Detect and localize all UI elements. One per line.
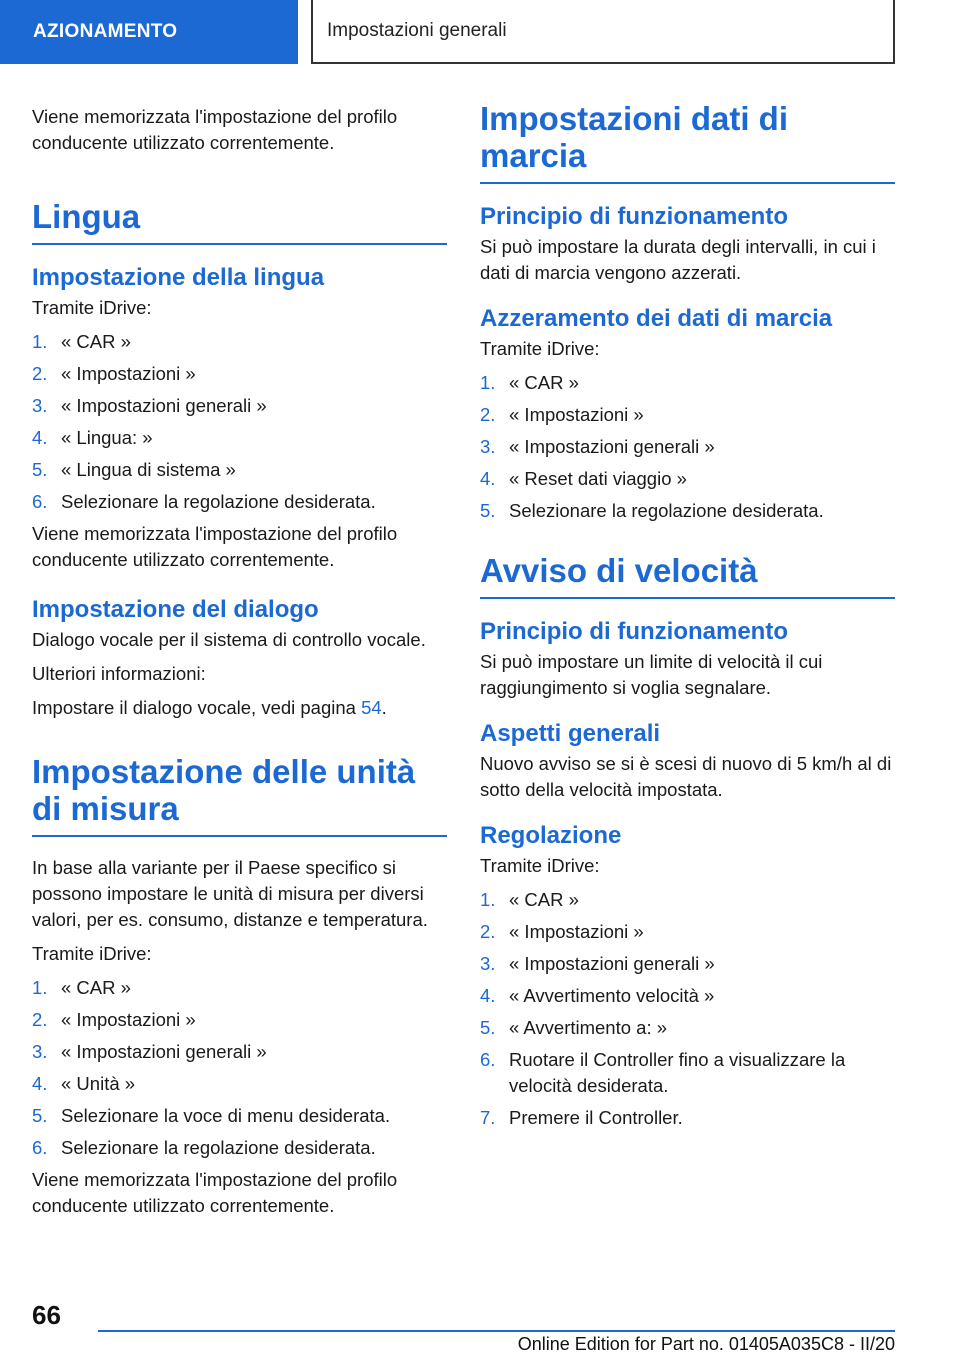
units-after: Viene memorizzata l'impostazione del profilo conducente utilizzato correntemente. — [32, 1169, 398, 1216]
left-column — [32, 104, 447, 1227]
step-text: « Lingua: » — [61, 427, 153, 448]
step-text: « Impostazioni » — [509, 404, 644, 425]
page-link-54[interactable]: 54 — [361, 697, 382, 718]
step-number: 2. — [32, 1009, 48, 1030]
step-number: 4. — [32, 427, 48, 448]
step-number: 5. — [480, 1017, 496, 1038]
step-text: « CAR » — [509, 889, 579, 910]
step-number: 4. — [480, 985, 496, 1006]
speed-steps — [480, 887, 895, 1131]
step-text: Selezionare la regolazione desiderata. — [61, 491, 376, 512]
heading-lingua: Lingua — [32, 198, 447, 245]
step-text: Selezionare la regolazione desiderata. — [61, 1137, 376, 1158]
list-item — [32, 1071, 447, 1097]
step-text: « Impostazioni » — [61, 363, 196, 384]
step-number: 1. — [32, 977, 48, 998]
footer-divider — [98, 1330, 895, 1332]
intro-paragraph: Viene memorizzata l'impostazione del profilo conducente utilizzato correntemente. — [32, 106, 398, 153]
list-item — [32, 489, 447, 515]
heading-trip-principle: Principio di funzionamento — [480, 203, 788, 230]
heading-speed-warning: Avviso di velocità — [480, 552, 895, 599]
list-item — [32, 975, 447, 1001]
list-item — [480, 919, 895, 945]
step-number: 5. — [32, 1105, 48, 1126]
list-item — [480, 402, 895, 428]
step-number: 5. — [32, 459, 48, 480]
units-steps — [32, 975, 447, 1161]
step-text: « Impostazioni generali » — [61, 1041, 267, 1062]
header-section-tab — [0, 0, 298, 64]
list-item — [32, 457, 447, 483]
step-number: 2. — [32, 363, 48, 384]
step-text: Premere il Controller. — [509, 1107, 683, 1128]
dialog-paragraph-2: Ulteriori informazioni: — [32, 663, 206, 684]
step-number: 6. — [32, 491, 48, 512]
list-item — [480, 887, 895, 913]
step-number: 1. — [32, 331, 48, 352]
step-number: 2. — [480, 921, 496, 942]
footer-edition: Online Edition for Part no. 01405A035C8 - II/20 — [517, 1334, 895, 1354]
step-text: Ruotare il Controller fino a visualizzare la velocità desiderata. — [509, 1049, 846, 1096]
step-number: 1. — [480, 889, 496, 910]
step-number: 6. — [32, 1137, 48, 1158]
step-text: « Avvertimento a: » — [509, 1017, 668, 1038]
language-intro: Tramite iDrive: — [32, 297, 152, 318]
speed-intro: Tramite iDrive: — [480, 855, 600, 876]
step-number: 1. — [480, 372, 496, 393]
step-text: Selezionare la voce di menu desiderata. — [61, 1105, 391, 1126]
step-text: « Impostazioni generali » — [509, 436, 715, 457]
step-text: « Avvertimento velocità » — [509, 985, 715, 1006]
list-item — [32, 361, 447, 387]
list-item — [480, 983, 895, 1009]
step-text: « Unità » — [61, 1073, 136, 1094]
step-number: 4. — [32, 1073, 48, 1094]
step-number: 7. — [480, 1107, 496, 1128]
list-item — [32, 393, 447, 419]
right-column — [480, 100, 895, 1137]
list-item — [32, 1135, 447, 1161]
heading-language-setting: Impostazione della lingua — [32, 264, 325, 291]
list-item — [32, 425, 447, 451]
speed-general-paragraph: Nuovo avviso se si è scesi di nuovo di 5 km/h al di sotto della velocità impostata. — [480, 753, 892, 800]
list-item — [32, 329, 447, 355]
heading-trip-reset: Azzeramento dei dati di marcia — [480, 305, 833, 332]
heading-dialog-setting: Impostazione del dialogo — [32, 596, 319, 623]
list-item — [480, 434, 895, 460]
step-number: 6. — [480, 1049, 496, 1070]
heading-speed-general: Aspetti generali — [480, 720, 661, 747]
list-item — [32, 1039, 447, 1065]
list-item — [480, 466, 895, 492]
step-text: « Impostazioni » — [509, 921, 644, 942]
header-chapter-title — [311, 0, 895, 64]
list-item — [480, 370, 895, 396]
list-item — [480, 951, 895, 977]
step-text: « Impostazioni generali » — [61, 395, 267, 416]
heading-speed-principle: Principio di funzionamento — [480, 618, 788, 645]
units-paragraph: In base alla variante per il Paese specifico si possono impostare le unità di misura per diversi valori, per es. consumo, distanze e temperatura. — [32, 857, 428, 930]
dialog-ref-period: . — [381, 697, 387, 718]
page-number: 66 — [32, 1300, 61, 1330]
step-number: 3. — [480, 953, 496, 974]
list-item — [480, 1047, 895, 1099]
speed-principle-paragraph: Si può impostare un limite di velocità il cui raggiungimento si voglia segnalare. — [480, 651, 823, 698]
header-section-label: AZIONAMENTO — [33, 21, 178, 42]
dialog-ref-text: Impostare il dialogo vocale, vedi pagina — [32, 697, 362, 718]
dialog-paragraph-1: Dialogo vocale per il sistema di controllo vocale. — [32, 629, 426, 650]
trip-intro: Tramite iDrive: — [480, 338, 600, 359]
step-text: Selezionare la regolazione desiderata. — [509, 500, 824, 521]
list-item — [32, 1103, 447, 1129]
step-number: 3. — [480, 436, 496, 457]
step-text: « CAR » — [61, 331, 131, 352]
step-text: « Lingua di sistema » — [61, 459, 236, 480]
step-text: « Reset dati viaggio » — [509, 468, 687, 489]
step-text: « CAR » — [509, 372, 579, 393]
heading-trip-data: Impostazioni dati di marcia — [480, 100, 895, 184]
dialog-paragraph-3 — [32, 695, 447, 721]
list-item — [480, 1105, 895, 1131]
heading-speed-adjust: Regolazione — [480, 822, 622, 849]
step-text: « CAR » — [61, 977, 131, 998]
step-number: 2. — [480, 404, 496, 425]
units-intro: Tramite iDrive: — [32, 943, 152, 964]
trip-steps — [480, 370, 895, 524]
step-number: 4. — [480, 468, 496, 489]
list-item — [480, 1015, 895, 1041]
list-item — [480, 498, 895, 524]
step-text: « Impostazioni » — [61, 1009, 196, 1030]
language-after: Viene memorizzata l'impostazione del profilo conducente utilizzato correntemente. — [32, 523, 398, 570]
step-number: 3. — [32, 1041, 48, 1062]
step-number: 5. — [480, 500, 496, 521]
trip-principle-paragraph: Si può impostare la durata degli intervalli, in cui i dati di marcia vengono azzerati. — [480, 236, 876, 283]
step-number: 3. — [32, 395, 48, 416]
step-text: « Impostazioni generali » — [509, 953, 715, 974]
heading-units: Impostazione delle unità di misura — [32, 753, 447, 837]
list-item — [32, 1007, 447, 1033]
header-title-label: Impostazioni generali — [327, 20, 507, 41]
language-steps — [32, 329, 447, 515]
